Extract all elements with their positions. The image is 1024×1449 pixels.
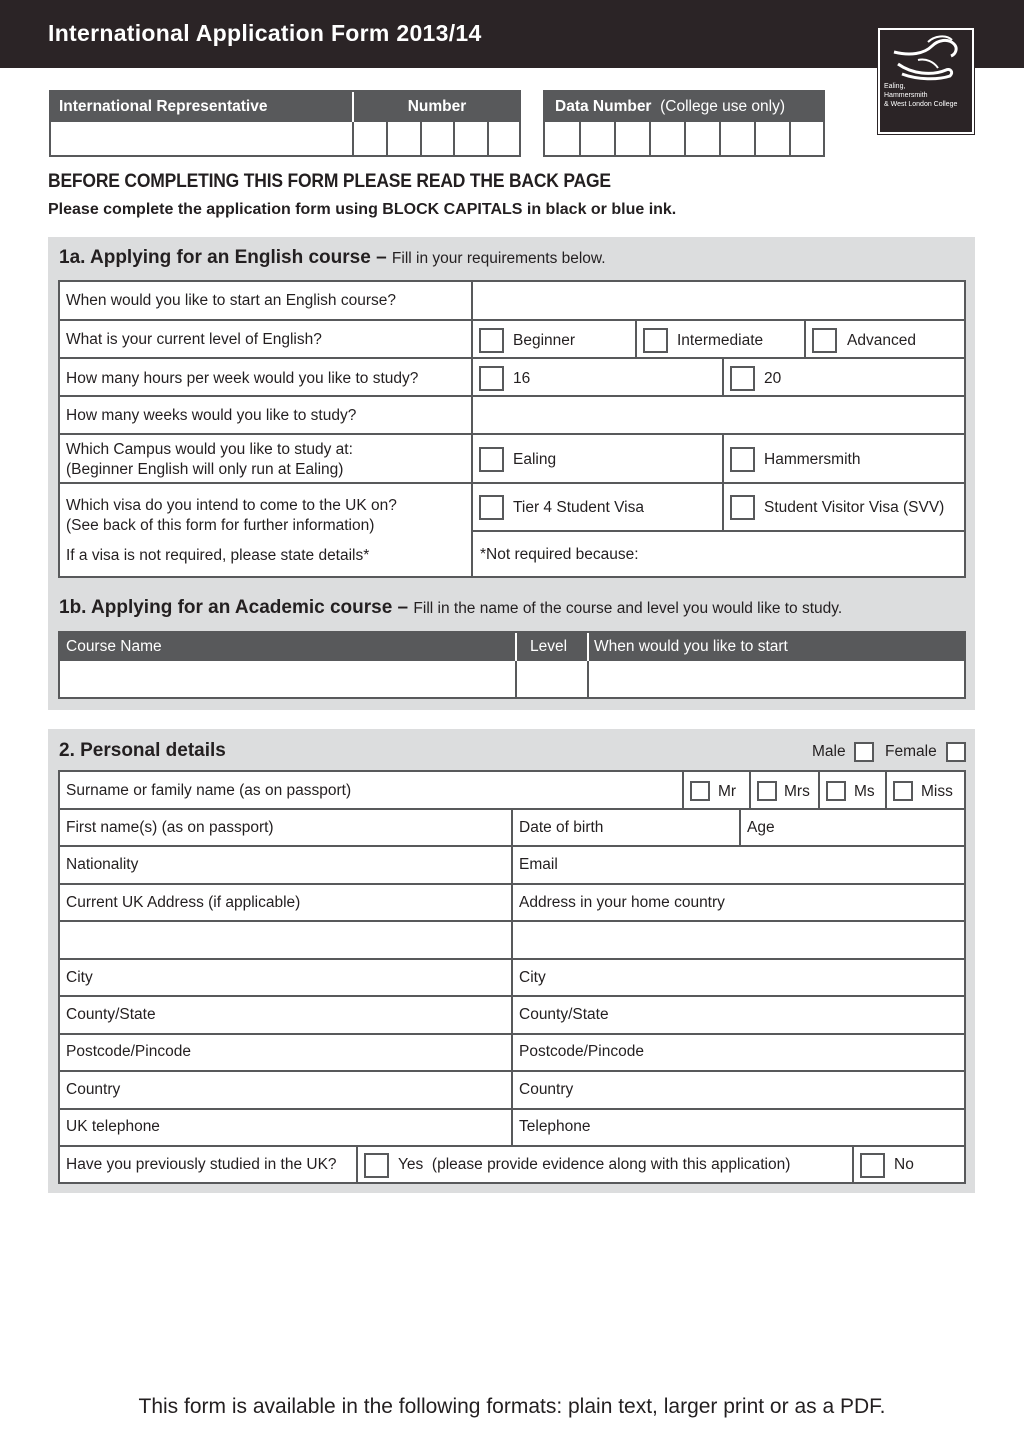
mrs-label: Mrs — [784, 783, 810, 800]
advanced-checkbox[interactable] — [812, 328, 837, 353]
section-2-heading: 2. Personal details — [59, 740, 226, 761]
mr-checkbox[interactable] — [690, 781, 710, 801]
weeks-field[interactable] — [473, 397, 964, 433]
prev-studied-yes-checkbox[interactable] — [364, 1153, 389, 1178]
title-bar — [0, 0, 1024, 68]
home-address-label: Address in your home country — [519, 894, 725, 911]
postcode-left-label: Postcode/Pincode — [66, 1043, 191, 1060]
beginner-label: Beginner — [513, 332, 576, 349]
data-number-label: Data Number (College use only) — [555, 98, 786, 115]
level-field[interactable] — [517, 661, 587, 697]
female-label: Female — [885, 743, 937, 760]
rep-label: International Representative — [59, 98, 268, 115]
male-checkbox[interactable] — [854, 742, 874, 762]
svv-visa-checkbox[interactable] — [730, 495, 755, 520]
section-1-panel — [48, 237, 975, 710]
intermediate-label: Intermediate — [677, 332, 764, 349]
q-english-level: What is your current level of English? — [66, 331, 322, 348]
ealing-label: Ealing — [513, 451, 557, 468]
ealing-checkbox[interactable] — [479, 447, 504, 472]
first-name-label: First name(s) (as on passport) — [66, 819, 274, 836]
uk-address-field[interactable] — [60, 922, 511, 958]
mr-label: Mr — [718, 783, 737, 800]
rep-name-field[interactable] — [53, 124, 349, 154]
advanced-label: Advanced — [847, 332, 916, 349]
city-right-label: City — [519, 969, 546, 986]
q-campus: Which Campus would you like to study at: (Beginner English will only run at Ealing) — [66, 441, 353, 478]
city-left-label: City — [66, 969, 93, 986]
academic-course-table — [58, 631, 966, 699]
hours-16-checkbox[interactable] — [479, 366, 504, 391]
q-visa-not-required: If a visa is not required, please state details* — [66, 547, 370, 564]
age-label: Age — [747, 819, 775, 836]
hammersmith-label: Hammersmith — [764, 451, 861, 468]
block-capitals-instruction: Please complete the application form using BLOCK CAPITALS in black or blue ink. — [48, 201, 677, 218]
uk-telephone-label: UK telephone — [66, 1118, 160, 1135]
female-checkbox[interactable] — [946, 742, 966, 762]
intermediate-checkbox[interactable] — [643, 328, 668, 353]
read-back-page-heading: BEFORE COMPLETING THIS FORM PLEASE READ THE BACK PAGE — [48, 171, 611, 192]
section-1b-heading: 1b. Applying for an Academic course – Fill in the name of the course and level you would like to study. — [59, 597, 843, 618]
postcode-right-label: Postcode/Pincode — [519, 1043, 644, 1060]
miss-label: Miss — [921, 783, 953, 800]
swan-icon — [888, 34, 964, 82]
tier4-visa-checkbox[interactable] — [479, 495, 504, 520]
start-date-field[interactable] — [589, 661, 964, 697]
telephone-label: Telephone — [519, 1118, 591, 1135]
number-label: Number — [407, 98, 467, 115]
logo-text: Ealing, Hammersmith & West London College — [884, 83, 958, 108]
country-left-label: Country — [66, 1081, 121, 1098]
personal-details-table — [58, 770, 966, 1184]
county-right-label: County/State — [519, 1006, 609, 1023]
beginner-checkbox[interactable] — [479, 328, 504, 353]
hours-20-checkbox[interactable] — [730, 366, 755, 391]
start-english-field[interactable] — [473, 282, 964, 319]
english-course-table — [58, 280, 966, 578]
hammersmith-checkbox[interactable] — [730, 447, 755, 472]
nationality-label: Nationality — [66, 856, 139, 873]
rep-number-table — [49, 90, 521, 157]
county-left-label: County/State — [66, 1006, 156, 1023]
q-weeks: How many weeks would you like to study? — [66, 407, 357, 424]
home-address-field[interactable] — [513, 922, 964, 958]
col-course-name: Course Name — [66, 638, 162, 655]
miss-checkbox[interactable] — [893, 781, 913, 801]
dob-label: Date of birth — [519, 819, 604, 836]
q-hours-per-week: How many hours per week would you like to study? — [66, 370, 419, 387]
not-required-field[interactable]: *Not required because: — [480, 546, 639, 563]
college-logo — [877, 27, 975, 135]
q-start-english: When would you like to start an English course? — [66, 292, 396, 309]
surname-label: Surname or family name (as on passport) — [66, 782, 352, 799]
prev-studied-label: Have you previously studied in the UK? — [66, 1156, 337, 1173]
section-1a-heading: 1a. Applying for an English course – Fill in your requirements below. — [59, 247, 606, 268]
prev-studied-yes-label: Yes (please provide evidence along with this application) — [398, 1156, 791, 1173]
col-level: Level — [530, 638, 568, 655]
section-2-panel — [48, 729, 975, 1193]
svv-visa-label: Student Visitor Visa (SVV) — [764, 499, 945, 516]
mrs-checkbox[interactable] — [757, 781, 777, 801]
form-title: International Application Form 2013/14 — [48, 20, 482, 46]
course-name-field[interactable] — [60, 661, 515, 697]
uk-address-label: Current UK Address (if applicable) — [66, 894, 301, 911]
email-label: Email — [519, 856, 558, 873]
prev-studied-no-checkbox[interactable] — [860, 1153, 885, 1178]
ms-checkbox[interactable] — [826, 781, 846, 801]
col-start: When would you like to start — [594, 638, 788, 655]
hours-16-label: 16 — [513, 370, 531, 387]
male-label: Male — [812, 743, 846, 760]
ms-label: Ms — [854, 783, 875, 800]
data-number-table — [543, 90, 825, 157]
hours-20-label: 20 — [764, 370, 782, 387]
country-right-label: Country — [519, 1081, 574, 1098]
available-formats-note: This form is available in the following formats: plain text, larger print or as a PDF. — [138, 1395, 886, 1418]
prev-studied-no-label: No — [894, 1156, 914, 1173]
tier4-visa-label: Tier 4 Student Visa — [513, 499, 644, 516]
q-visa: Which visa do you intend to come to the UK on? (See back of this form for further information) — [66, 497, 397, 534]
